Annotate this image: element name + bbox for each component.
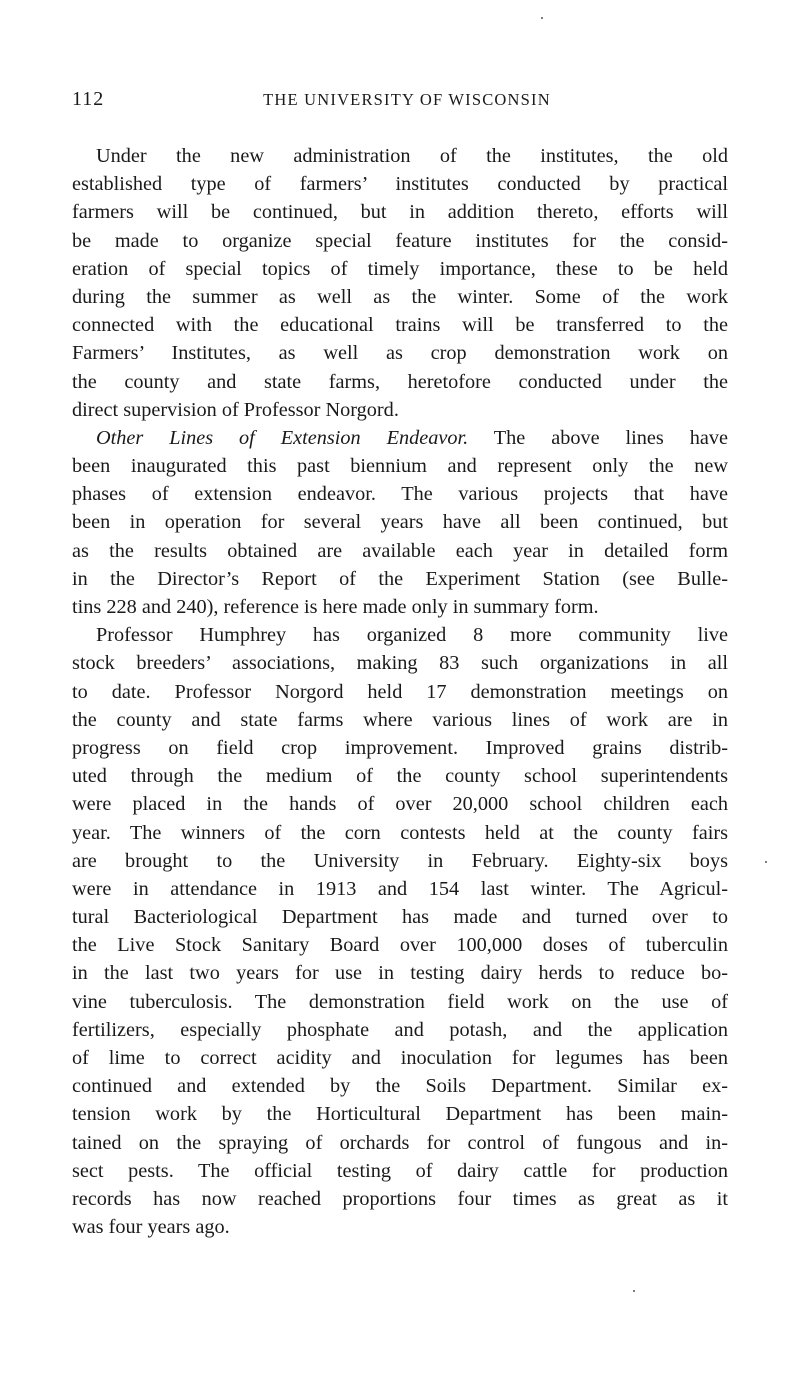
text-line: the county and state farms where various lines of work are in [72, 708, 728, 731]
scan-speck [765, 861, 767, 863]
text-line: tins 228 and 240), reference is here made only in summary form. [72, 596, 599, 618]
text-line: been inaugurated this past biennium and represent only the new [72, 455, 728, 478]
text-line: records has now reached proportions four times as great as it [72, 1187, 728, 1210]
text-line: were placed in the hands of over 20,000 school children each [72, 793, 728, 816]
paragraph-other-lines [72, 424, 728, 621]
text-line: be made to organize special feature institutes for the consid- [72, 229, 728, 252]
text-line: as the results obtained are available each year in detailed form [72, 539, 728, 562]
text-line: Professor Humphrey has organized 8 more community live [96, 624, 728, 647]
text-line: tained on the spraying of orchards for control of fungous and in- [72, 1131, 728, 1154]
text-line: connected with the educational trains will be transferred to the [72, 314, 728, 337]
text-line: continued and extended by the Soils Department. Similar ex- [72, 1075, 728, 1098]
text-line: phases of extension endeavor. The various projects that have [72, 483, 728, 506]
text-line: during the summer as well as the winter. Some of the work [72, 285, 728, 308]
text-line: of lime to correct acidity and inoculation for legumes has been [72, 1047, 728, 1069]
paragraph-institutes [72, 142, 728, 424]
paragraph-humphrey [72, 621, 728, 1241]
text-line: sect pests. The official testing of dairy cattle for production [72, 1159, 728, 1182]
text-line: direct supervision of Professor Norgord. [72, 398, 399, 421]
text-line: Farmers’ Institutes, as well as crop demonstration work on [72, 342, 728, 365]
text-line: vine tuberculosis. The demonstration field work on the use of [72, 990, 728, 1013]
heading-line-rest: The above lines have [493, 426, 728, 449]
text-line: are brought to the University in February. Eighty-six boys [72, 849, 728, 872]
text-line: in the last two years for use in testing dairy herds to reduce bo- [72, 962, 728, 985]
text-line: farmers will be continued, but in addition thereto, efforts will [72, 201, 728, 224]
text-line: uted through the medium of the county school superintendents [72, 765, 728, 788]
text-line: Under the new administration of the institutes, the old [96, 145, 728, 167]
text-line-with-heading [72, 424, 728, 452]
text-line: tension work by the Horticultural Department has been main- [72, 1103, 728, 1126]
text-line: to date. Professor Norgord held 17 demonstration meetings on [72, 680, 728, 703]
document-page [72, 84, 728, 1241]
text-line: tural Bacteriological Department has made and turned over to [72, 906, 728, 929]
text-line: the Live Stock Sanitary Board over 100,000 doses of tuberculin [72, 934, 728, 957]
text-line: been in operation for several years have all been continued, but [72, 511, 728, 534]
section-heading: Other Lines of Extension Endeavor. [96, 426, 469, 449]
text-line: the county and state farms, heretofore conducted under the [72, 370, 728, 393]
text-line: eration of special topics of timely importance, these to be held [72, 257, 728, 280]
page-number: 112 [72, 88, 105, 110]
text-line: established type of farmers’ institutes conducted by practical [72, 173, 728, 196]
page-header [72, 84, 728, 118]
text-line: were in attendance in 1913 and 154 last winter. The Agricul- [72, 877, 728, 900]
text-line: year. The winners of the corn contests held at the county fairs [72, 821, 728, 844]
body-text [72, 142, 728, 1241]
scan-speck [541, 17, 543, 19]
text-line: was four years ago. [72, 1216, 230, 1239]
text-line: fertilizers, especially phosphate and potash, and the application [72, 1018, 728, 1041]
scan-speck [633, 1290, 635, 1292]
text-line: in the Director’s Report of the Experiment Station (see Bulle- [72, 567, 728, 590]
running-title: THE UNIVERSITY OF WISCONSIN [263, 90, 551, 109]
text-line: stock breeders’ associations, making 83 such organizations in all [72, 652, 728, 675]
text-line: progress on field crop improvement. Improved grains distrib- [72, 736, 728, 759]
